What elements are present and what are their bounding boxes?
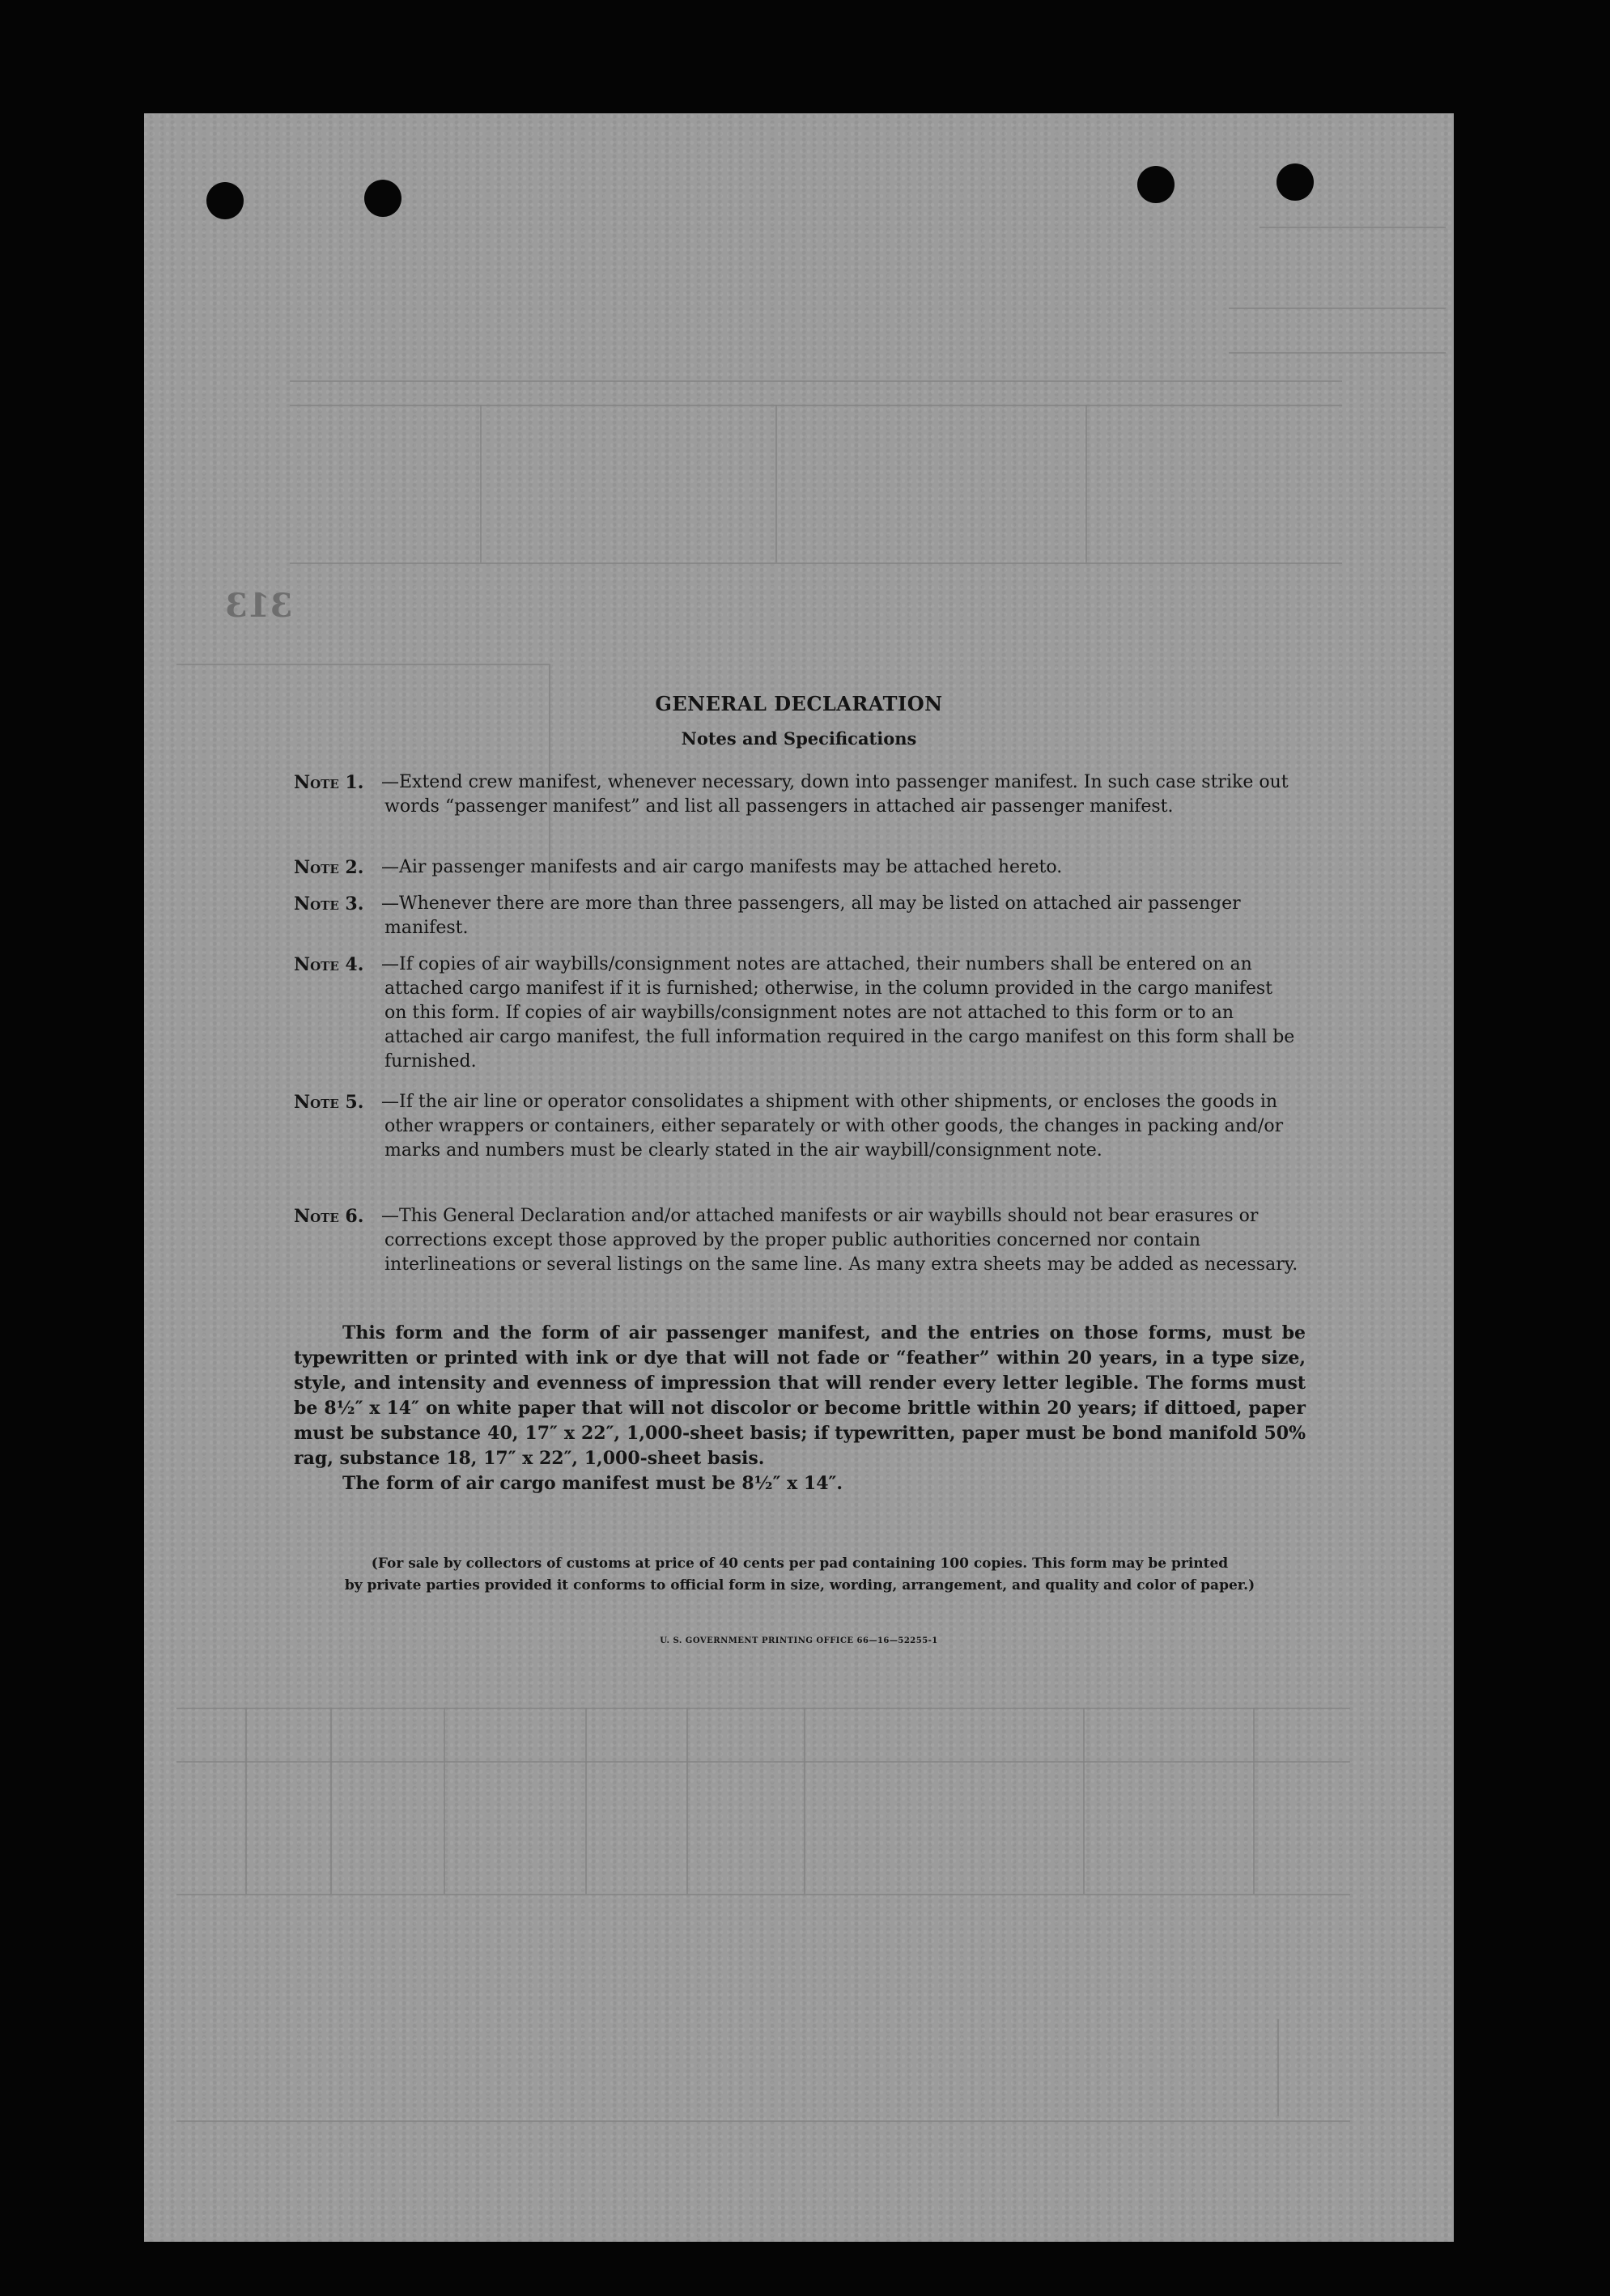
notes-and-specifications xyxy=(144,113,1454,2242)
cargo-manifest-size-line: The form of air cargo manifest must be 8½″ x 14″. xyxy=(342,1473,843,1494)
page-subtitle: Notes and Specifications xyxy=(681,728,917,749)
note-label: Note 6. xyxy=(294,1206,364,1227)
note-label: Note 3. xyxy=(294,893,364,915)
note-5 xyxy=(294,1090,1306,1163)
sale-notice-line-1: (For sale by collectors of customs at price of 40 cents per pad containing 100 copies. This form may be printed xyxy=(371,1555,1229,1572)
note-label: Note 5. xyxy=(294,1092,364,1113)
note-text: —If the air line or operator consolidates a shipment with other shipments, or encloses the goods in other wrappers or containers, either separately or with other goods, the changes in packing and/or marks and numbers must be clearly stated in the air waybill/consignment note. xyxy=(381,1092,1284,1161)
gpo-imprint: U. S. GOVERNMENT PRINTING OFFICE 66—16—52255-1 xyxy=(660,1636,938,1645)
note-text: —This General Declaration and/or attached manifests or air waybills should not bear erasures or corrections except those approved by the proper public authorities concerned nor contain interlineations or several listings on the same line. As many extra sheets may be added as necessary. xyxy=(381,1206,1298,1275)
note-2 xyxy=(294,855,1306,880)
note-label: Note 4. xyxy=(294,954,364,975)
sale-notice xyxy=(257,1553,1342,1597)
note-label: Note 1. xyxy=(294,772,364,793)
form-requirements-paragraph: This form and the form of air passenger manifest, and the entries on those forms, must be typewritten or printed with ink or dye that will not fade or “feather” within 20 years, in a type size, style, and intensity and evenness of impression that will render every letter legible. The forms must be 8½″ x 14″ on white paper that will not discolor or become brittle within 20 years; if dittoed, paper must be substance 40, 17″ x 22″, 1,000-sheet basis; if typewritten, paper must be bond manifold 50% rag, substance 18, 17″ x 22″, 1,000-sheet basis. xyxy=(294,1322,1306,1469)
note-4 xyxy=(294,953,1306,1074)
note-3 xyxy=(294,892,1306,940)
document-page: 313 GENERAL DECLARATION Notes and Specifications Note 1. —Extend crew manifest, whenever necessary, down into passenger manifest. In such case strike out words “passenger manifest” and list all passengers in attached air passenger manifest. Note 2. —Air passenger manifests and air cargo manifests may be attached hereto. Note 3. —Whenever there are more than three passengers, all may be listed on attached air passenger manifest. Note 4. —If copies of air waybills/consignment notes are attached, their numbers shall be entered on an attached cargo manifest if it is furnished; otherwise, in the column provided in the cargo manifest on this form. If copies of air waybills/consignment notes are not attached to this form or to an attached air cargo manifest, the full information required in the cargo manifest on this form shall be furnished. Note 5. —If the air line or operator consolidates a shipment with other shipments, or encloses the goods in other wrappers or containers, either separately or with other goods, the changes in packing and/or marks and numbers must be clearly stated in the air waybill/consignment note. Note 6. —This General Declaration and/or attached manifests or air waybills should not bear erasures or corrections except those approved by the proper public authorities concerned nor contain interlineations or several listings on the same line. As many extra sheets may be added as necessary. This form and the form of air passenger manifest, and the entries on those forms, must be typewritten or printed with ink or dye that will not fade or “feather” within 20 years, in a type size, style, and intensity and evenness of impression that will render every letter legible. The forms must be 8½″ x 14″ on white paper that will not discolor or become brittle within 20 years; if dittoed, paper must be substance 40, 17″ x 22″, 1,000-sheet basis; if typewritten, paper must be bond manifold 50% rag, substance 18, 17″ x 22″, 1,000-sheet basis. The form of air cargo manifest must be 8½″ x 14″. (For sale by collectors of customs at price of 40 cents per pad containing 100 copies. This form may be printed by private parties provided it conforms to official form in size, wording, arrangement, and quality and color of paper.) U. S. GOVERNMENT PRINTING OFFICE 66—16—52255-1 xyxy=(144,113,1454,2242)
note-text: —Extend crew manifest, whenever necessary, down into passenger manifest. In such case strike out words “passenger manifest” and list all passengers in attached air passenger manifest. xyxy=(381,772,1289,817)
page-title: GENERAL DECLARATION xyxy=(655,692,943,715)
note-label: Note 2. xyxy=(294,857,364,878)
sale-notice-line-2: by private parties provided it conforms to official form in size, wording, arrangement, and quality and color of paper.) xyxy=(344,1577,1255,1594)
note-text: —Air passenger manifests and air cargo manifests may be attached hereto. xyxy=(381,857,1063,877)
note-text: —If copies of air waybills/consignment notes are attached, their numbers shall be entered on an attached cargo manifest if it is furnished; otherwise, in the column provided in the cargo manifest on this form. If copies of air waybills/consignment notes are not attached to this form or to an attached air cargo manifest, the full information required in the cargo manifest on this form shall be furnished. xyxy=(381,954,1295,1072)
note-1 xyxy=(294,770,1306,819)
note-6 xyxy=(294,1204,1306,1277)
note-text: —Whenever there are more than three passengers, all may be listed on attached air passenger manifest. xyxy=(381,893,1241,938)
